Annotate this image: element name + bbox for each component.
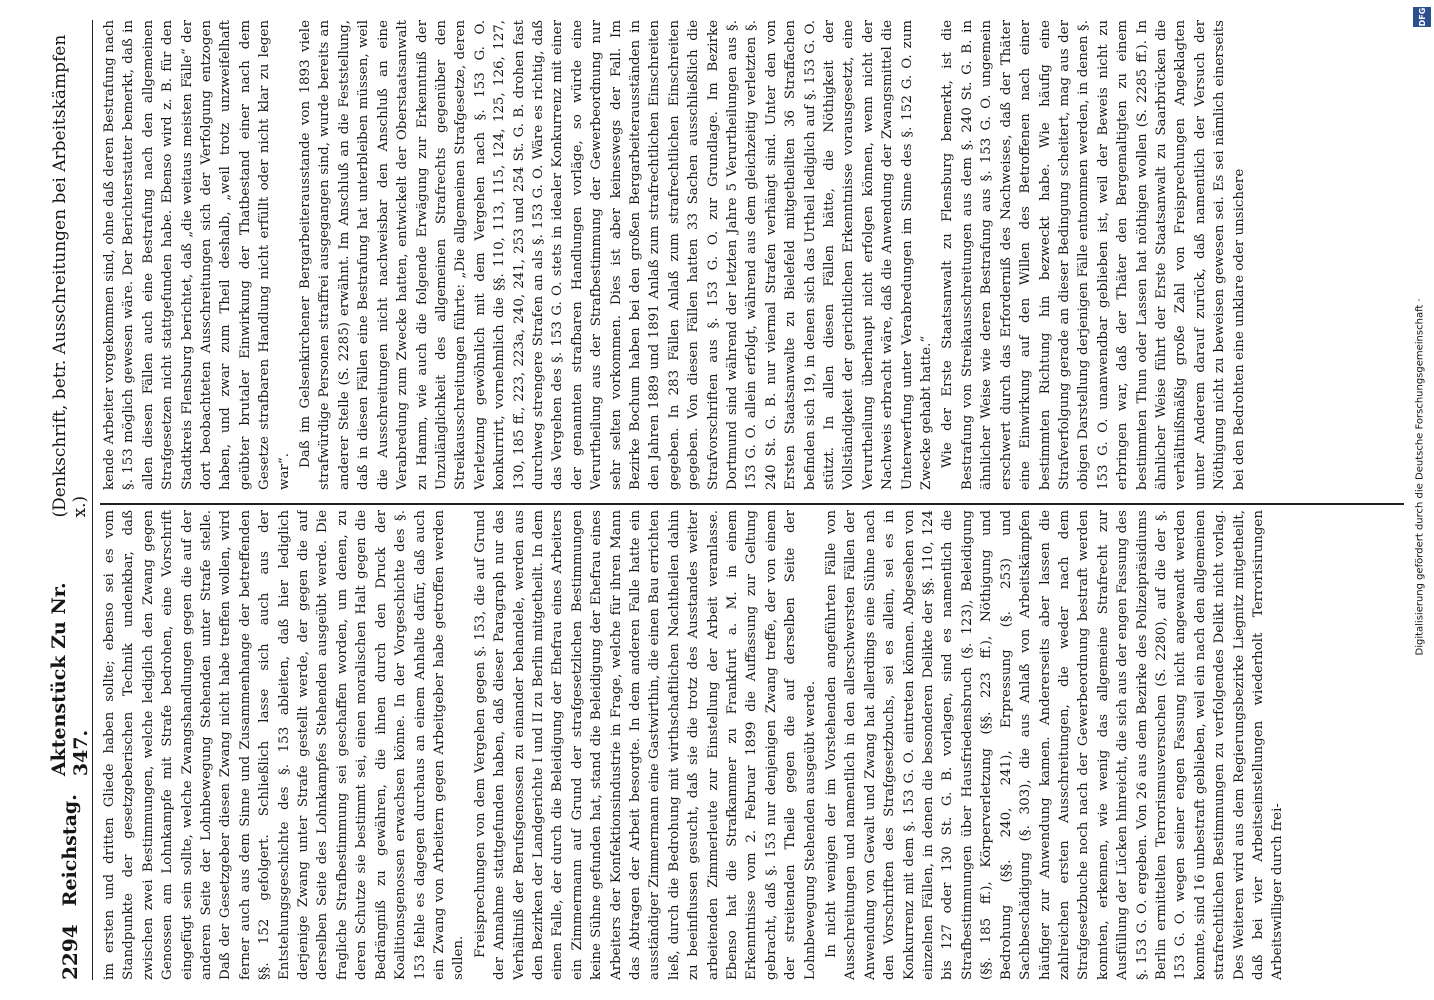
paragraph: im ersten und dritten Gliede haben sollte; ebenso sei es vom Standpunkte der gesetzgeberischen Technik undenkbar, daß zwischen zwei Bestimmungen, welche lediglich den Zwang gegen Genossen am Lohnkampfe mit Strafe bedrohen, eine Vorschrift eingefügt sein sollte, welche Zwangshandlungen gegen die auf der anderen Seite der Lohnbewegung Stehenden unter Strafe stelle. Daß der Gesetzgeber diesen Zwang nicht habe treffen wollen, wird ferner auch aus dem Sinne und Zusammenhange der betreffenden §§. 152 gefolgert. Schließlich lasse sich auch aus der Entstehungsgeschichte des §. 153 ableiten, daß hier lediglich derjenige Zwang unter Strafe gestellt werde, der gegen die auf derselben Seite des Lohnkampfes Stehenden ausgeübt werde. Die fragliche Strafbestimmung sei geschaffen worden, um denen, zu deren Schutze sie bestimmt sei, einen moralischen Halt gegen die Bedrängniß zu gewähren, die ihnen durch den Druck der Koalitionsgenossen erwachsen könne. In der Vorgeschichte des §. 153 fehle es dagegen durchaus an einem Anhalte dafür, daß auch ein Zwang von Arbeitern gegen Arbeitgeber habe getroffen werden sollen. [102,510,467,980]
header-reference: Aktenstück Zu Nr. 347. [48,582,92,777]
paragraph: kende Arbeiter vorgekommen sind, ohne daß deren Bestrafung nach §. 153 möglich gewesen wäre. Der Berichterstatter bemerkt, daß in allen diesen Fällen auch eine Bestrafung nach den allgemeinen Strafgesetzen nicht stattgefunden habe. Ebenso wird z. B. für den Stadtkreis Flensburg berichtet, daß „die weitaus meisten Fälle“ der dort beobachteten Ausschreitungen sich der Verfolgung entzogen haben, und zwar zum Theil deshalb, „weil trotz unzweifelhaft geübter brutaler Einwirkung der Thatbestand einer nach dem Gesetze strafbaren Handlung nicht erfüllt oder nicht klar zu legen war“. [102,20,292,490]
dfg-logo: DFG [1413,7,1431,27]
paragraph: Wie der Erste Staatsanwalt zu Flensburg bemerkt, ist die Bestrafung von Streikausschreitungen aus dem §. 240 St. G. B. in ähnlicher Weise wie deren Bestrafung aus §. 153 G. O. ungemein erschwert durch das Erforderniß des Nachweises, daß der Thäter eine Einwirkung auf den Willen des Betroffenen nach einer bestimmten Richtung hin bezweckt habe. Wie häufig eine Strafverfolgung gerade an dieser Bedingung scheitert, mag aus der obigen Darstellung derjenigen Fälle entnommen werden, in denen §. 153 G. O. unanwendbar geblieben ist, weil der Beweis nicht zu erbringen war, daß der Thäter den Bergemaltigten zu einem bestimmten Thun oder Lassen hat nöthigen wollen (S. 2285 ff.). In ähnlicher Weise führt der Erste Staatsanwalt zu Saarbrücken die verhältnißmäßig große Zahl von Freisprechungen Angeklagten unter Anderem darauf zurück, daß namentlich der Versuch der Nöthigung nicht zu beweisen gewesen sei. Es sei nämlich einerseits bei den Bedrohten eine unklare oder unsichere [940,20,1247,490]
header-org: Reichstag. [59,794,81,907]
text-column-left [100,510,1404,980]
column-divider [100,504,1404,506]
page-content [40,0,1420,1000]
header-subject: (Denkschrift, betr. Ausschreitungen bei Arbeitskämpfen x.) [50,34,90,518]
rotated-document-page [40,0,1420,1000]
page-number: 2294 [58,924,82,980]
paragraph: Daß im Gelsenkirchener Bergarbeiterausstande von 1893 viele strafwürdige Personen straffrei ausgegangen sind, wurde bereits an anderer Stelle (S. 2285) erwähnt. Im Anschluß an die Feststellung, daß in diesen Fällen eine Bestrafung hat unterbleiben müssen, weil die Ausschreitungen nicht nachweisbar den Anschluß an eine Verabredung zum Zwecke hatten, entwickelt der Oberstaatsanwalt zu Hamm, wie auch die folgende Erwägung zur Erkenntniß der Unzulänglichkeit des allgemeinen Strafrechts gegenüber den Streikausschreitungen führte: „Die allgemeinen Strafgesetze, deren Verletzung gewöhnlich mit dem Vergehen nach §. 153 G. O. konkurrirt, vornehmlich die §§. 110, 113, 115, 124, 125, 126, 127, 130, 185 ff., 223, 223a, 240, 241, 253 und 254 St. G. B. drohen fast durchweg strengere Strafen an als §. 153 G. O. Wäre es richtig, daß das Vergehen des §. 153 G. O. stets in idealer Konkurrenz mit einer der genannten strafbaren Handlungen vorläge, so würde eine Verurtheilung aus der Strafbestimmung der Gewerbeordnung nur sehr selten vorkommen. Dies ist aber keineswegs der Fall. Im Bezirke Bochum haben bei den großen Bergarbeiterausständen in den Jahren 1889 und 1891 Anlaß zum strafrechtlichen Einschreiten gegeben. In 283 Fällen Anlaß zum strafrechtlichen Einschreiten gegeben. Von diesen Fällen hatten 33 Sachen ausschließlich die Strafvorschriften aus §. 153 G. O. zur Grundlage. Im Bezirke Dortmund sind während der letzten Jahre 5 Verurtheilungen aus §. 153 G. O. allein erfolgt, während aus dem gleichzeitig verletzten §. 240 St. G. B. nur viermal Strafen verhängt sind. Unter den von Ersten Staatsanwalte zu Bielefeld mitgetheilten 36 Straffachen befinden sich 19, in denen sich das Urtheil lediglich auf §. 153 G. O. stützt. In allen diesen Fällen hätte, die Nöthigkeit der Vollständigkeit der gerichtlichen Erkenntnisse vorausgesetzt, eine Verurtheilung überhaupt nicht erfolgen können, wenn nicht der Nachweis erbracht wäre, daß die Anwendung der Zwangsmittel die Unterwerfung unter Verabredungen im Sinne des §. 152 G. O. zum Zwecke gehabt hatte.“ [298,20,935,490]
paragraph: In nicht wenigen der im Vorstehenden angeführten Fälle von Ausschreitungen und namentlich in den allerschwersten Fällen der Anwendung von Gewalt und Zwang hat allerdings eine Sühne nach den Vorschriften des Strafgesetzbuchs, sei es allein, sei es in Konkurrenz mit dem §. 153 G. O. eintreten können. Abgesehen von einzelnen Fällen, in denen die besonderen Delikte der §§. 110, 124 bis 127 oder 130 St. G. B. vorlagen, sind es namentlich die Strafbestimmungen über Hausfriedensbruch (§. 123), Beleidigung (§§. 185 ff.), Körperverletzung (§§. 223 ff.), Nöthigung und Bedrohung (§§. 240, 241), Erpressung (§. 253) und Sachbeschädigung (§. 303), die aus Anlaß von Arbeitskämpfen häufiger zur Anwendung kamen. Andererseits aber lassen die zahlreichen ersten Ausschreitungen, die weder nach dem Strafgesetzbuche noch nach der Gewerbeordnung bestraft werden konnten, erkennen, wie wenig das allgemeine Strafrecht zur Ausfüllung der Lücken hinreicht, die sich aus der engen Fassung des §. 153 G. O. ergeben. Von 26 aus dem Bezirke des Polizeipräsidiums Berlin ermittelten Terrorismusversuchen (S. 2280), auf die der §. 153 G. O. wegen seiner engen Fassung nicht angewandt werden konnte, sind 16 unbestraft geblieben, weil ein nach den allgemeinen strafrechtlichen Bestimmungen zu verfolgendes Delikt nicht vorlag. Des Weiteren wird aus dem Regierungsbezirke Liegnitz mitgetheilt, daß bei vier Arbeitseinstellungen wiederholt Terrorisirungen Arbeitswilliger durch frei- [824,510,1286,980]
digitization-credit: Digitalisierung gefördert durch die Deutsche Forschungsgemeinschaft · [1414,298,1426,656]
running-header [48,20,93,980]
paragraph: Freisprechungen von dem Vergehen gegen §. 153, die auf Grund der Annahme stattgefunden haben, daß dieser Paragraph nur das Verhältniß der Berufsgenossen zu einander behandele, werden aus den Bezirken der Landgerichte I und II zu Berlin mitgetheilt. In dem einen Falle, der durch die Beleidigung der Ehefrau eines Arbeiters ein Zimmermann auf Grund der strafgesetzlichen Bestimmungen keine Sühne gefunden hat, stand die Beleidigung der Ehefrau eines Arbeiters der Konfektionsindustrie in Frage, welche für ihren Mann das Abtragen der Arbeit besorgte. In dem anderen Falle hatte ein ausständiger Zimmermann eine Gastwirthin, die einen Bau errichten ließ, durch die Bedrohung mit wirthschaftlichen Nachtheilen dahin zu beeinflussen gesucht, daß sie die trotz des Ausstandes weiter arbeitenden Zimmerleute zur Einstellung der Arbeit veranlasse. Ebenso hat die Strafkammer zu Frankfurt a. M. in einem Erkenntnisse vom 2. Februar 1899 die Auffassung zur Geltung gebracht, daß §. 153 nur denjenigen Zwang treffe, der von einem der streitenden Theile gegen die auf derselben Seite der Lohnbewegung Stehenden ausgeübt werde. [472,510,818,980]
text-column-right [100,20,1404,490]
